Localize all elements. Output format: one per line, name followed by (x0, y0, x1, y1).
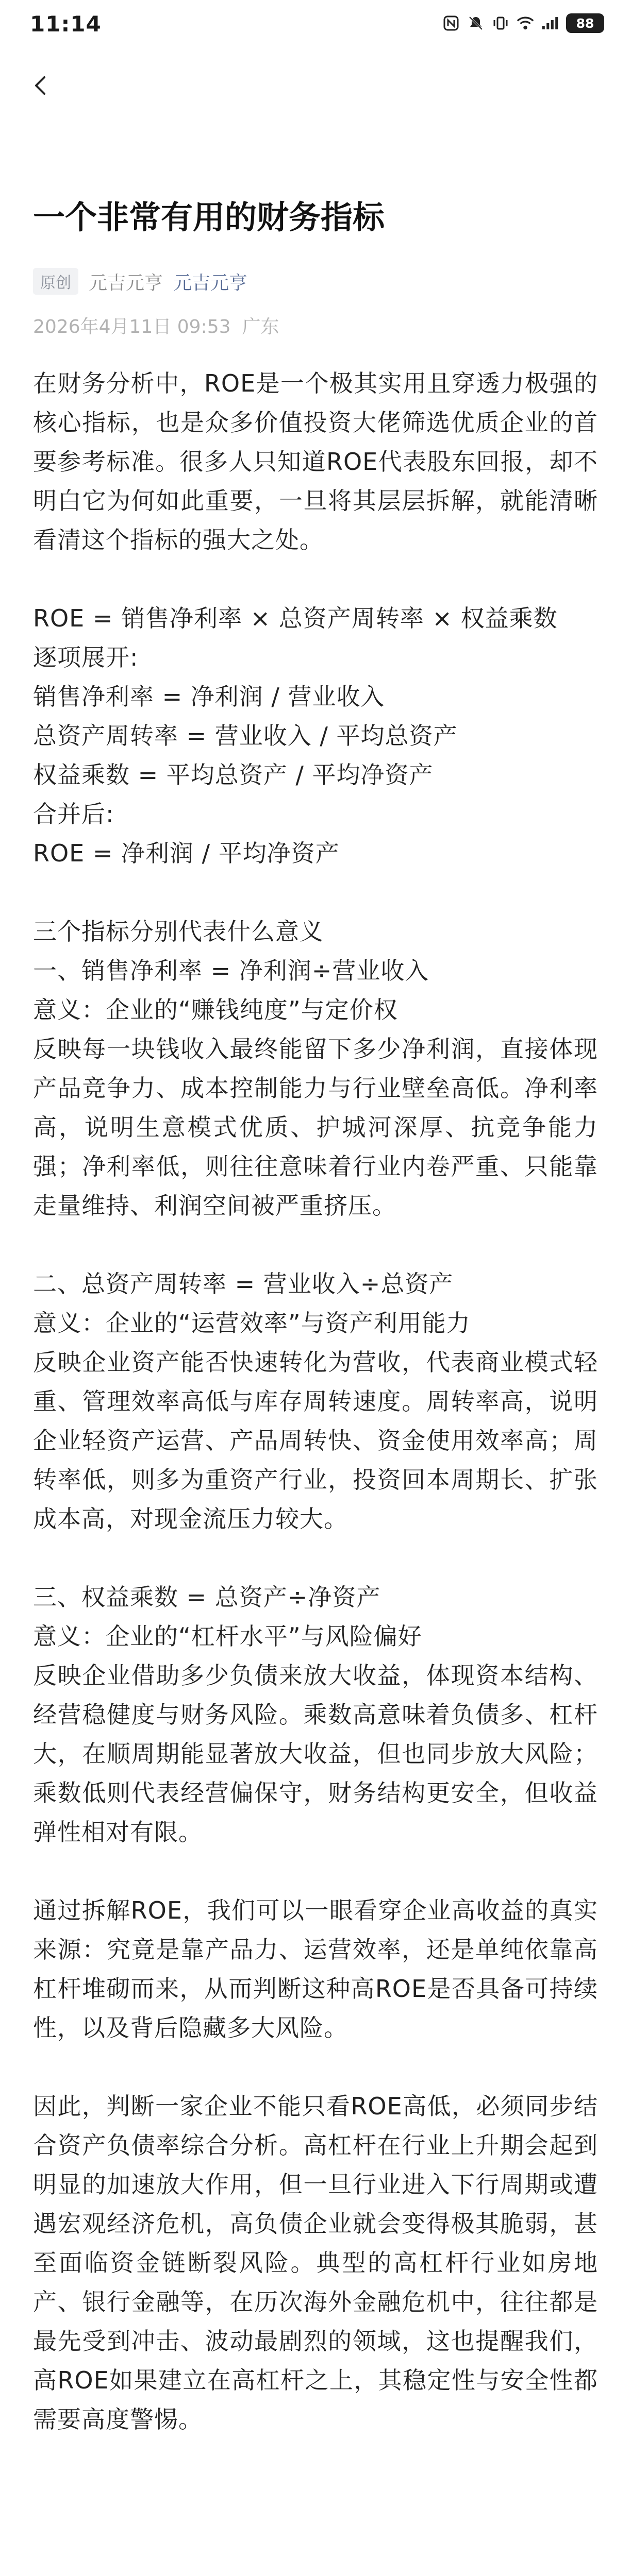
paragraph: 意义：企业的“运营效率”与资产利用能力 (33, 1309, 471, 1337)
paragraph: 反映企业借助多少负债来放大收益，体现资本结构、经营稳健度与财务风险。乘数高意味着负债多、杠杆大，在顺周期能显著放大收益，但也同步放大风险；乘数低则代表经营偏保守，财务结构更安全，但收益弹性相对有限。 (33, 1662, 598, 1846)
wifi-icon (517, 14, 534, 32)
status-bar (0, 0, 631, 44)
paragraph: 二、总资产周转率 = 营业收入÷总资产 (33, 1270, 454, 1298)
status-time: 11:14 (30, 11, 102, 37)
paragraph: 一、销售净利率 = 净利润÷营业收入 (33, 957, 429, 985)
status-icons (442, 13, 604, 33)
paragraph: 反映每一块钱收入最终能留下多少净利润，直接体现产品竞争力、成本控制能力与行业壁垒高低。净利率高，说明生意模式优质、护城河深厚、抗竞争能力强；净利率低，则往往意味着行业内卷严重、只能靠走量维持、利润空间被严重挤压。 (33, 1035, 598, 1219)
back-button[interactable] (21, 65, 62, 106)
mute-icon (467, 14, 485, 32)
nav-bar (0, 44, 631, 122)
nfc-icon (442, 14, 460, 32)
paragraph: 逐项展开: (33, 643, 139, 671)
original-badge: 原创 (33, 268, 78, 295)
article-title: 一个非常有用的财务指标 (33, 198, 385, 236)
publish-info (33, 312, 279, 338)
paragraph: 因此，判断一家企业不能只看ROE高低，必须同步结合资产负债率综合分析。高杠杆在行业上升期会起到明显的加速放大作用，但一旦行业进入下行周期或遭遇宏观经济危机，高负债企业就会变得极其脆弱，甚至面临资金链断裂风险。典型的高杠杆行业如房地产、银行金融等，在历次海外金融危机中，往往都是最先受到冲击、波动最剧烈的领域，这也提醒我们，高ROE如果建立在高杠杆之上，其稳定性与安全性都需要高度警惕。 (33, 2092, 598, 2433)
paragraph: ROE = 净利润 / 平均净资产 (33, 839, 340, 867)
paragraph: 三个指标分别代表什么意义 (33, 918, 324, 945)
article-body (33, 364, 598, 2439)
author-name: 元吉元亨 (89, 272, 163, 294)
vibrate-icon (492, 14, 509, 32)
account-link[interactable]: 元吉元亨 (173, 272, 248, 294)
paragraph: 销售净利率 = 净利润 / 营业收入 (33, 683, 385, 710)
paragraph: ROE = 销售净利率 × 总资产周转率 × 权益乘数 (33, 604, 558, 632)
article-meta (33, 268, 247, 295)
paragraph: 三、权益乘数 = 总资产÷净资产 (33, 1583, 381, 1611)
paragraph: 权益乘数 = 平均总资产 / 平均净资产 (33, 761, 434, 789)
paragraph: 合并后: (33, 800, 114, 828)
signal-icon (541, 14, 559, 32)
paragraph: 意义：企业的“杠杆水平”与风险偏好 (33, 1622, 422, 1650)
chevron-left-icon (30, 74, 53, 97)
paragraph: 反映企业资产能否快速转化为营收，代表商业模式轻重、管理效率高低与库存周转速度。周转率高，说明企业轻资产运营、产品周转快、资金使用效率高；周转率低，则多为重资产行业，投资回本周期长、扩张成本高，对现金流压力较大。 (33, 1348, 598, 1533)
publish-location: 广东 (242, 316, 279, 337)
paragraph: 通过拆解ROE，我们可以一眼看穿企业高收益的真实来源：究竟是靠产品力、运营效率，还是单纯依靠高杠杆堆砌而来，从而判断这种高ROE是否具备可持续性，以及背后隐藏多大风险。 (33, 1896, 598, 2042)
paragraph: 总资产周转率 = 营业收入 / 平均总资产 (33, 722, 458, 750)
paragraph: 意义：企业的“赚钱纯度”与定价权 (33, 996, 398, 1024)
paragraph: 在财务分析中，ROE是一个极其实用且穿透力极强的核心指标，也是众多价值投资大佬筛选优质企业的首要参考标准。很多人只知道ROE代表股东回报，却不明白它为何如此重要，一旦将其层层拆解，就能清晰看清这个指标的强大之处。 (33, 369, 598, 554)
publish-date: 2026年4月11日 09:53 (33, 316, 231, 337)
battery-indicator: 88 (566, 13, 604, 33)
